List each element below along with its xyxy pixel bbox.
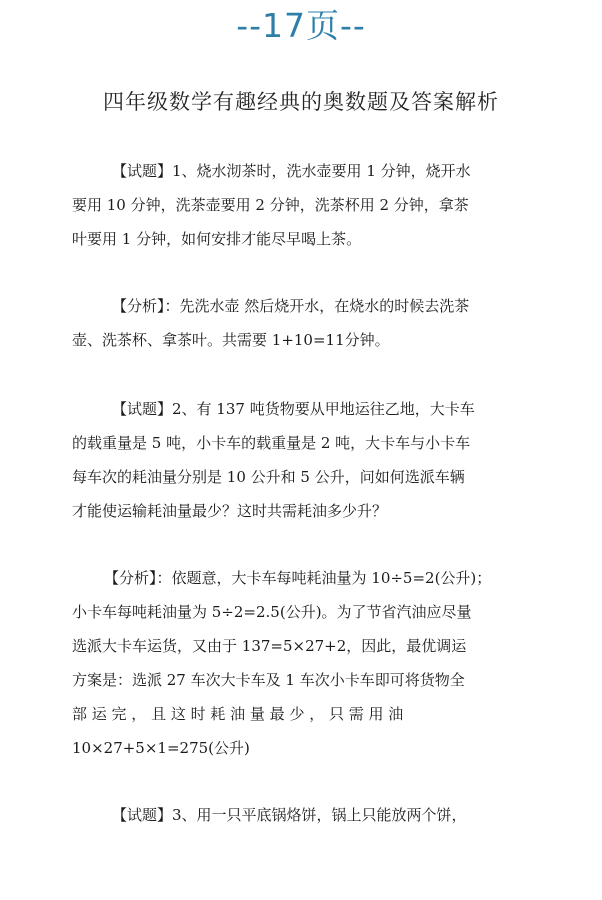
analysis-1-paragraph [72, 289, 532, 357]
text-line: 部 运 完 ， 且 这 时 耗 油 量 最 少 ， 只 需 用 油 [72, 705, 404, 723]
page-number-header: --17页-- [236, 6, 366, 45]
analysis-2-paragraph [72, 561, 532, 765]
question-2-paragraph [72, 392, 532, 528]
question-3-paragraph [72, 798, 532, 832]
text-line: 要用 10 分钟，洗茶壶要用 2 分钟，洗茶杯用 2 分钟，拿茶 [72, 196, 469, 214]
text-line: 每车次的耗油量分别是 10 公升和 5 公升，问如何选派车辆 [72, 468, 465, 486]
text-line: 【试题】3、用一只平底锅烙饼，锅上只能放两个饼， [112, 806, 467, 824]
text-line: 小卡车每吨耗油量为 5÷2=2.5(公升)。为了节省汽油应尽量 [72, 603, 472, 621]
text-line: 的载重量是 5 吨，小卡车的载重量是 2 吨，大卡车与小卡车 [72, 434, 471, 452]
text-line: 【试题】2、有 137 吨货物要从甲地运往乙地，大卡车 [112, 400, 475, 418]
text-line: 壶、洗茶杯、拿茶叶。共需要 1+10=11分钟。 [72, 331, 390, 349]
text-line: 叶要用 1 分钟，如何安排才能尽早喝上茶。 [72, 230, 362, 248]
text-line: 才能使运输耗油量最少？这时共需耗油多少升？ [72, 502, 388, 520]
text-line: 【试题】1、烧水沏茶时，洗水壶要用 1 分钟，烧开水 [112, 162, 471, 180]
text-line: 10×27+5×1=275(公升) [72, 739, 250, 757]
document-title: 四年级数学有趣经典的奥数题及答案解析 [103, 90, 499, 114]
text-line: 选派大卡车运货，又由于 137=5×27+2，因此，最优调运 [72, 637, 467, 655]
question-1-paragraph [72, 154, 532, 256]
text-line: 【分析】：先洗水壶 然后烧开水，在烧水的时候去洗茶 [112, 297, 470, 315]
text-line: 方案是：选派 27 车次大卡车及 1 车次小卡车即可将货物全 [72, 671, 465, 689]
text-line: 【分析】：依题意，大卡车每吨耗油量为 10÷5=2(公升)； [104, 569, 492, 587]
